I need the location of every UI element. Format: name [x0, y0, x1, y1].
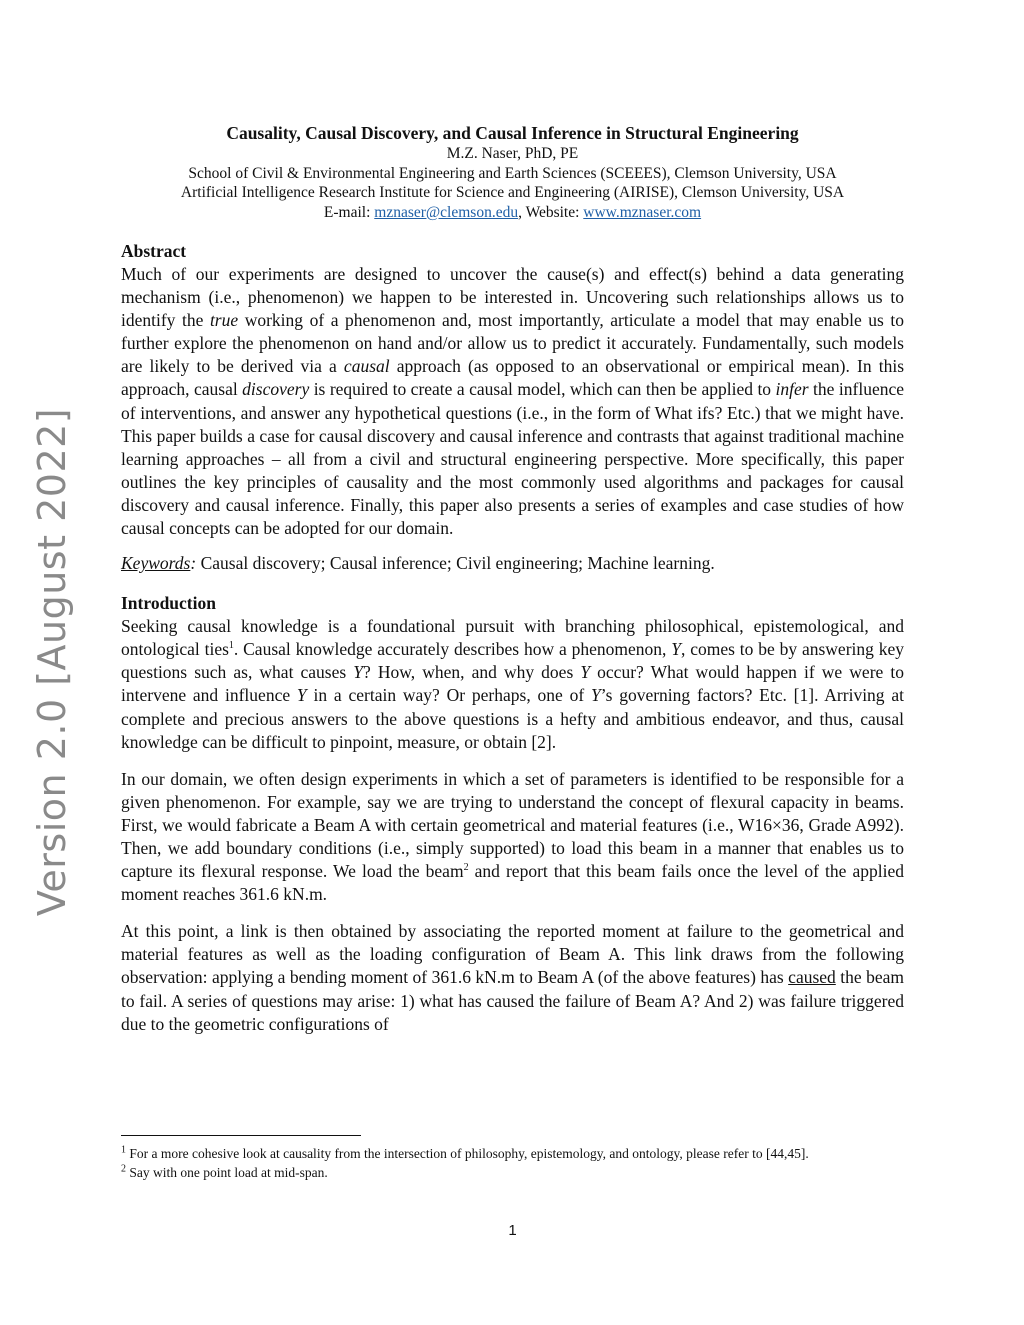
email-label: E-mail: — [323, 203, 375, 221]
footnote-ref-1[interactable]: 1 — [228, 640, 234, 652]
intro-paragraph-2: In our domain, we often design experiments in which a set of parameters is identified to be responsible for a given phenomenon. For example, say we are trying to understand the concept of flexural capacity in beams. First, we would fabricate a Beam A with certain geometrical and material features (i.e., W16×36, Grade A992). Then, we add boundary conditions (i.e., simply supported) to load this beam in a manner that enables us to capture its flexural response. We load the beam$^2$ and report that this beam fails once the level of the applied moment reaches 361.6 kN.m. — [121, 768, 904, 905]
body-text — [121, 240, 904, 1036]
abstract-paragraph: Much of our experiments are designed to uncover the cause(s) and effect(s) behind a data generating mechanism (i.e., phenomenon) we happen to be interested in. Uncovering such relationships allows us to identify the true working of a phenomenon and, most importantly, articulate a model that may enable us to further explore the phenomenon on hand and/or allow us to predict it accurately. Fundamentally, such models are likely to be derived via a causal approach (as opposed to an observational or empirical mean). In this approach, causal discovery is required to create a causal model, which can then be applied to infer the influence of interventions, and answer any hypothetical questions (i.e., in the form of What ifs? Etc.) that we might have. This paper builds a case for causal discovery and causal inference and contrasts that against traditional machine learning approaches – all from a civil and structural engineering perspective. More specifically, this paper outlines the key principles of causality and the most commonly used algorithms and packages for causal discovery and causal inference. Finally, this paper also presents a series of examples and case studies of how causal concepts can be adopted for our domain. — [121, 264, 905, 539]
contact-line — [121, 203, 904, 223]
paper-title: Causality, Causal Discovery, and Causal Inference in Structural Engineering — [226, 123, 799, 143]
intro-paragraph-3: At this point, a link is then obtained by associating the reported moment at failure to the geometrical and material features as well as the loading configuration of Beam A. This link draws from the following observation: applying a bending moment of 361.6 kN.m to Beam A (of the above features) has caused the beam to fail. A series of questions may arise: 1) what has caused the failure of Beam A? And 2) was failure triggered due to the geometric configurations of — [121, 921, 904, 1034]
paper-header — [121, 122, 904, 222]
website-label: , Website: — [518, 203, 584, 221]
footnote-2: $^2$ Say with one point load at mid-span. — [121, 1163, 328, 1180]
email-link[interactable]: mznaser@clemson.edu — [374, 203, 519, 221]
affiliation-1: School of Civil & Environmental Engineering and Earth Sciences (SCEEES), Clemson University, USA — [188, 164, 837, 182]
affiliation-2: Artificial Intelligence Research Institute for Science and Engineering (AIRISE), Clemson University, USA — [180, 184, 845, 201]
keywords-text: Causal discovery; Causal inference; Civil engineering; Machine learning. — [196, 553, 715, 574]
emphasis-true: true — [209, 310, 239, 331]
footnote-ref-2[interactable]: 2 — [463, 862, 469, 874]
footnote-1: $^1$ For a more cohesive look at causality from the intersection of philosophy, epistemology, and ontology, please refer to [44,45]. — [121, 1144, 809, 1161]
version-stamp: Version 2.0 [August 2022] — [30, 407, 74, 917]
website-link[interactable]: www.mznaser.com — [583, 203, 702, 221]
introduction-heading: Introduction — [121, 593, 216, 614]
keywords-line: Keywords: Causal discovery; Causal inference; Civil engineering; Machine learning. — [121, 553, 715, 574]
footnotes — [121, 1144, 904, 1182]
underlined-caused: caused — [788, 967, 836, 988]
emphasis-causal: causal — [343, 356, 390, 377]
abstract-heading: Abstract — [121, 241, 187, 261]
page-number: 1 — [508, 1222, 517, 1239]
emphasis-discovery: discovery — [242, 379, 310, 400]
keywords-label: Keywords — [121, 553, 191, 574]
author: M.Z. Naser, PhD, PE — [446, 145, 579, 162]
intro-paragraph-1: Seeking causal knowledge is a foundational pursuit with branching philosophical, epistemological, and ontological ties$^1$. Causal knowledge accurately describes how a phenomenon, Y, comes to be by answering key questions such as, what causes Y? How, when, and why does Y occur? What would happen if we were to intervene and influence Y in a certain way? Or perhaps, one of Y’s governing factors? Etc. [1]. Arriving at complete and precious answers to the above questions is a hefty and ambitious endeavor, and thus, causal knowledge can be difficult to pinpoint, measure, or obtain [2]. — [121, 616, 905, 752]
emphasis-infer: infer — [775, 379, 809, 400]
footnote-divider — [121, 1135, 361, 1136]
